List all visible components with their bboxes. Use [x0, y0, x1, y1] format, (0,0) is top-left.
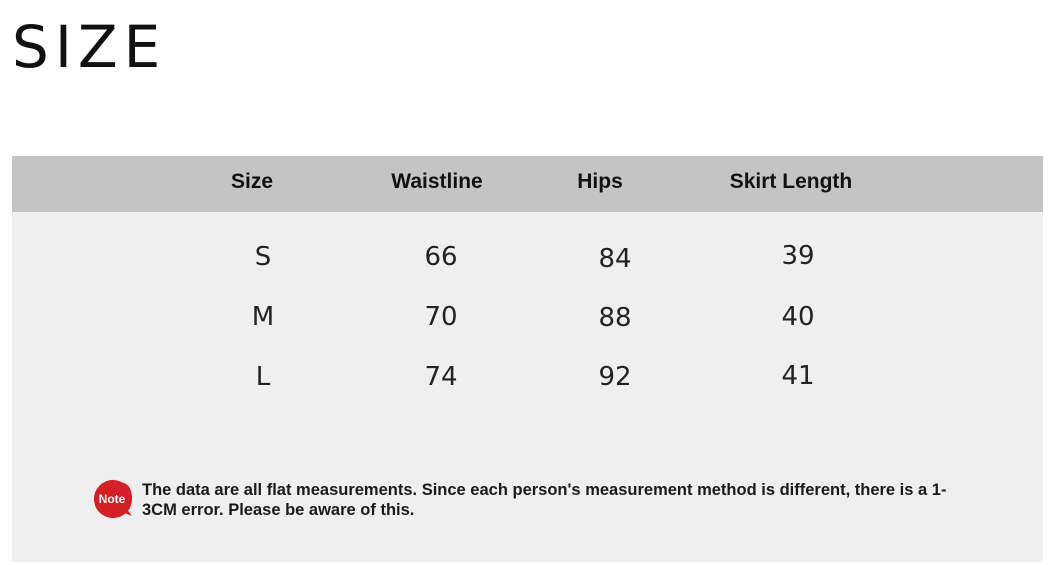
cell-hips: 84 — [598, 244, 632, 274]
cell-skirt-length: 41 — [781, 361, 815, 391]
size-table — [12, 156, 1043, 562]
header-waistline: Waistline — [391, 170, 483, 193]
page-title: SIZE — [12, 13, 167, 81]
cell-waistline: 70 — [424, 302, 458, 332]
cell-skirt-length: 40 — [781, 302, 815, 332]
cell-size: M — [251, 302, 275, 332]
table-header — [12, 156, 1043, 212]
header-size: Size — [230, 170, 274, 193]
cell-skirt-length: 39 — [781, 241, 815, 271]
note-text: The data are all flat measurements. Since each person's measurement method is different, there is a 1-3CM error. Please be aware of this. — [142, 481, 947, 519]
cell-size: L — [255, 362, 271, 392]
note-badge-icon — [92, 478, 134, 520]
cell-waistline: 74 — [424, 362, 458, 392]
header-skirt-length: Skirt Length — [729, 170, 853, 193]
cell-hips: 92 — [598, 362, 632, 392]
header-hips: Hips — [577, 170, 623, 193]
note-badge-label: Note — [98, 492, 126, 506]
cell-waistline: 66 — [424, 242, 458, 272]
cell-size: S — [254, 242, 272, 272]
cell-hips: 88 — [598, 303, 632, 333]
